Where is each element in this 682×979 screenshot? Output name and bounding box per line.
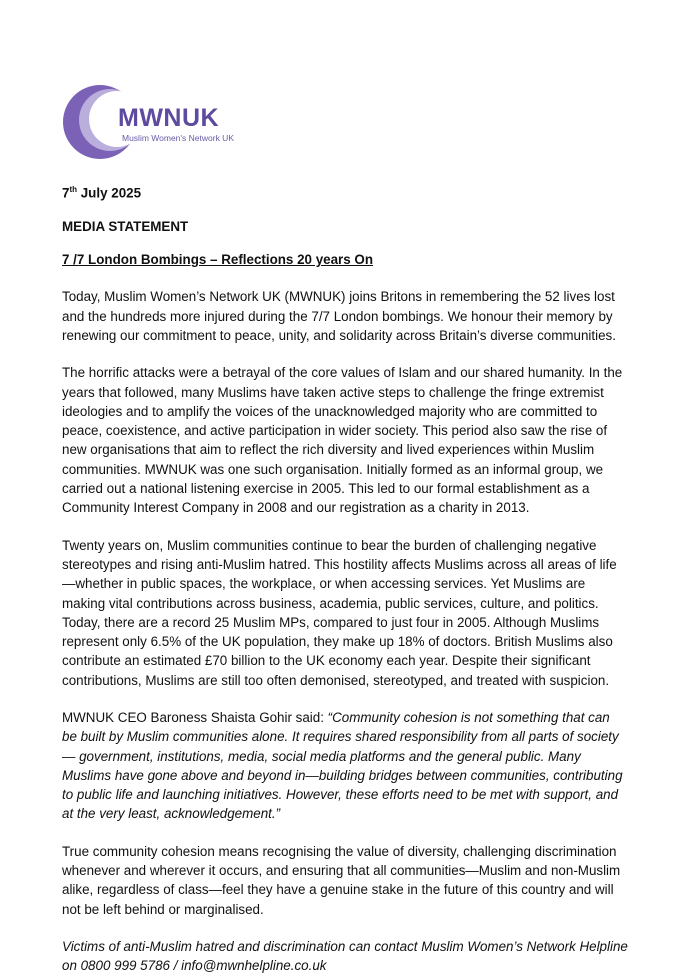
paragraph-cohesion: True community cohesion means recognising the value of diversity, challenging discrimination whenever and wherever it occurs, and ensuring that all communities—Muslim and non-Muslim alike, regardless of class—feel they have a genuine stake in the future of this country and will not be left behind or marginalised. (62, 843, 621, 917)
paragraph-remembrance: Today, Muslim Women’s Network UK (MWNUK) joins Britons in remembering the 52 lives lost and the hundreds more injured during the 7/7 London bombings. We honour their memory by renewing our commitment to peace, unity, and solidarity across Britain’s diverse communities. (62, 289, 616, 343)
mwnuk-logo (62, 82, 242, 162)
ceo-quote: “Community cohesion is not something that can be built by Muslim communities alone. It requires shared responsibility from all parts of society — government, institutions, media, social media platforms and the general public. Many Muslims have gone above and beyond in—building bridges between communities, contributing to public life and launching initiatives. However, these efforts need to be met with support, and at the very least, acknowledgement.” (62, 710, 623, 822)
paragraph-contributions: Twenty years on, Muslim communities continue to bear the burden of challenging negative stereotypes and rising anti-Muslim hatred. This hostility affects Muslims across all areas of life—whether in public spaces, the workplace, or when accessing services. Yet Muslims are making vital contributions across business, academia, public services, culture, and politics. Today, there are a record 25 Muslim MPs, compared to just four in 2005. Although Muslims represent only 6.5% of the UK population, they make up 18% of doctors. British Muslims also contribute an estimated £70 billion to the UK economy each year. Despite their significant contributions, Muslims are still too often demonised, stereotyped, and treated with suspicion. (62, 537, 617, 688)
paragraph-history: The horrific attacks were a betrayal of the core values of Islam and our shared humanity. In the years that followed, many Muslims have taken active steps to challenge the fringe extremist ideologies and to amplify the voices of the unacknowledged majority who are committed to peace, coexistence, and active participation in wider society. This period also saw the rise of new organisations that aim to reflect the rich diversity and lived experiences within Muslim communities. MWNUK was one such organisation. Initially formed as an informal group, we carried out a national listening exercise in 2005. This led to our formal establishment as a Community Interest Company in 2008 and our registration as a charity in 2013. (62, 365, 623, 516)
statement-title: 7 /7 London Bombings – Reflections 20 years On (62, 252, 374, 268)
date-suffix: th (69, 185, 78, 194)
statement-body (62, 176, 628, 976)
date-day: 7 (62, 185, 70, 201)
date-rest: July 2025 (77, 185, 142, 201)
logo-subtitle: Muslim Women's Network UK (122, 133, 234, 143)
helpline-info: Victims of anti-Muslim hatred and discrimination can contact Muslim Women’s Network Helpline on 0800 999 5786 / info@mwnhelpline.co.uk (62, 938, 628, 974)
paragraph-ceo-quote (62, 708, 628, 824)
quote-attribution: MWNUK CEO Baroness Shaista Gohir said: (62, 710, 328, 725)
logo-name: MWNUK (118, 104, 220, 132)
statement-label: MEDIA STATEMENT (62, 218, 189, 234)
statement-date (62, 180, 628, 203)
